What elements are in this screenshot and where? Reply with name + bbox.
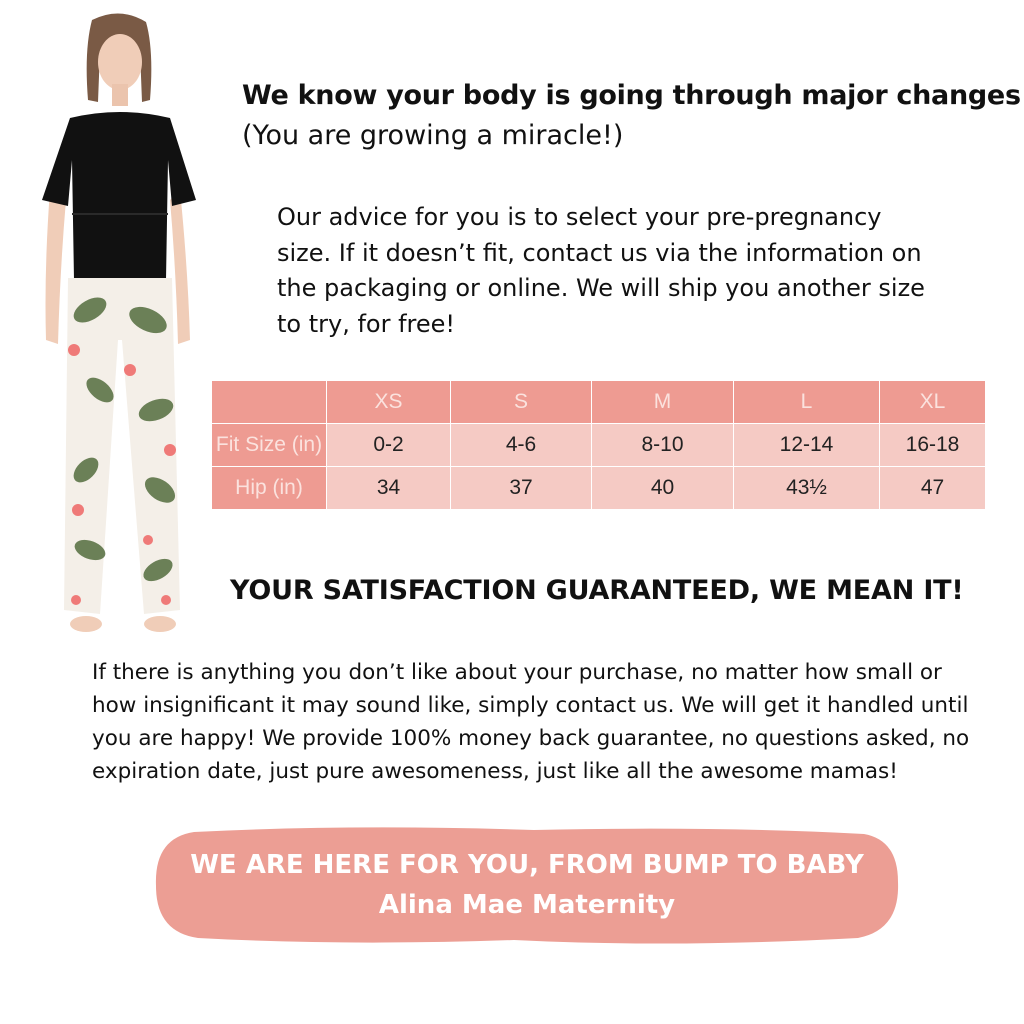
table-row: [212, 467, 986, 510]
table-cell: 16-18: [880, 424, 986, 467]
size-header-row: [212, 381, 986, 424]
headline: We know your body is going through major changes: [242, 80, 1021, 111]
guarantee-heading: YOUR SATISFACTION GUARANTEED, WE MEAN IT!: [230, 575, 964, 606]
banner-brand-name: Alina Mae Maternity: [378, 890, 676, 920]
table-cell: 40: [592, 467, 734, 510]
banner-tagline: WE ARE HERE FOR YOU, FROM BUMP TO BABY: [190, 850, 864, 880]
size-header-xl: XL: [880, 381, 986, 424]
size-header-m: M: [592, 381, 734, 424]
banner-brush-shape: [154, 826, 900, 944]
size-header-empty: [212, 381, 327, 424]
table-cell: 37: [451, 467, 592, 510]
brand-banner: [154, 826, 900, 944]
table-row: [212, 424, 986, 467]
table-cell: 34: [327, 467, 451, 510]
table-cell: 43½: [734, 467, 880, 510]
size-chart-table: [211, 380, 986, 510]
size-header-l: L: [734, 381, 880, 424]
size-header-s: S: [451, 381, 592, 424]
table-cell: 0-2: [327, 424, 451, 467]
size-header-xs: XS: [327, 381, 451, 424]
advice-text: Our advice for you is to select your pre-pregnancy size. If it doesn’t fit, contact us via the information on the packaging or online. We will ship you another size to try, for free!: [277, 203, 925, 338]
row-label-hip: Hip (in): [212, 467, 327, 510]
row-label-fit-size: Fit Size (in): [212, 424, 327, 467]
subhead: (You are growing a miracle!): [242, 120, 624, 151]
table-cell: 4-6: [451, 424, 592, 467]
table-cell: 12-14: [734, 424, 880, 467]
model-photo: [30, 10, 210, 650]
table-cell: 47: [880, 467, 986, 510]
guarantee-body: If there is anything you don’t like about your purchase, no matter how small or how insignificant it may sound like, simply contact us. We will get it handled until you are happy! We provide 100% money back guarantee, no questions asked, no expiration date, just pure awesomeness, just like all the awesome mamas!: [92, 660, 970, 784]
table-cell: 8-10: [592, 424, 734, 467]
